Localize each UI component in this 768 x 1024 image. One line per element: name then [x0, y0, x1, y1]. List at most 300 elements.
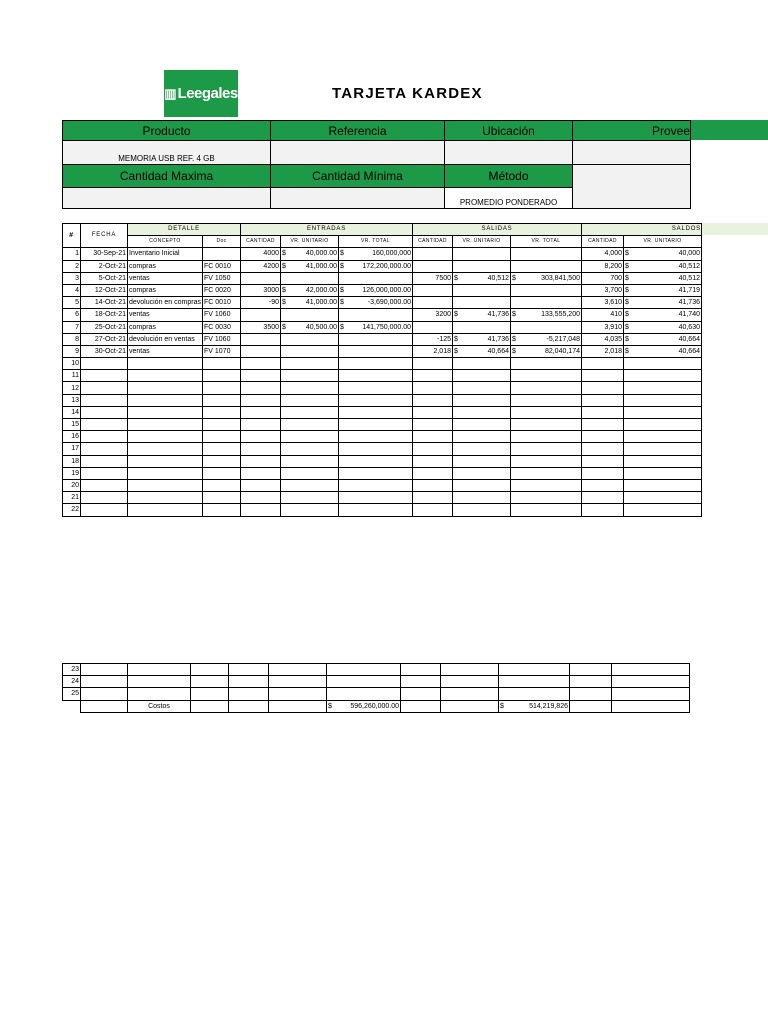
empty-cell[interactable]: [401, 676, 441, 688]
row-number[interactable]: 11: [63, 370, 81, 382]
empty-cell[interactable]: [269, 676, 327, 688]
saldos-vr-unitario-cell[interactable]: [624, 284, 702, 296]
row-number[interactable]: 17: [63, 443, 81, 455]
saldos-vr-unitario-cell[interactable]: [624, 309, 702, 321]
empty-cell[interactable]: [570, 664, 612, 676]
row-number[interactable]: 6: [63, 309, 81, 321]
empty-cell[interactable]: [241, 492, 281, 504]
empty-cell[interactable]: [612, 688, 690, 700]
empty-cell[interactable]: [582, 479, 624, 491]
empty-cell[interactable]: [203, 455, 241, 467]
entradas-vr-total-cell[interactable]: [339, 309, 413, 321]
empty-cell[interactable]: [241, 431, 281, 443]
saldos-cantidad-cell[interactable]: 700: [582, 272, 624, 284]
empty-cell[interactable]: [269, 664, 327, 676]
empty-cell[interactable]: [499, 664, 570, 676]
row-number[interactable]: 4: [63, 284, 81, 296]
empty-cell[interactable]: [401, 688, 441, 700]
empty-cell[interactable]: [624, 382, 702, 394]
entradas-vr-unitario-cell[interactable]: [281, 260, 339, 272]
empty-cell[interactable]: [81, 358, 128, 370]
row-number[interactable]: 1: [63, 248, 81, 260]
empty-cell[interactable]: [191, 688, 229, 700]
empty-cell[interactable]: [453, 370, 511, 382]
salidas-cantidad-cell[interactable]: 2,018: [413, 345, 453, 357]
empty-cell[interactable]: [203, 479, 241, 491]
empty-cell[interactable]: [241, 406, 281, 418]
entradas-vr-unitario-cell[interactable]: [281, 272, 339, 284]
blank-cell[interactable]: [401, 700, 441, 712]
empty-cell[interactable]: [203, 419, 241, 431]
empty-cell[interactable]: [128, 688, 191, 700]
empty-cell[interactable]: [624, 419, 702, 431]
entradas-vr-unitario-cell[interactable]: [281, 321, 339, 333]
salidas-vr-total-cell[interactable]: [511, 260, 582, 272]
row-number[interactable]: 10: [63, 358, 81, 370]
empty-cell[interactable]: [413, 443, 453, 455]
empty-cell[interactable]: [453, 406, 511, 418]
salidas-cantidad-cell[interactable]: -125: [413, 333, 453, 345]
fecha-cell[interactable]: 2-Oct-21: [81, 260, 128, 272]
empty-cell[interactable]: [281, 455, 339, 467]
fecha-cell[interactable]: 14-Oct-21: [81, 297, 128, 309]
metodo-value[interactable]: PROMEDIO PONDERADO: [445, 188, 573, 209]
entradas-vr-unitario-cell[interactable]: [281, 248, 339, 260]
salidas-cantidad-cell[interactable]: [413, 297, 453, 309]
concepto-cell[interactable]: Inventario Inicial: [128, 248, 203, 260]
entradas-cantidad-cell[interactable]: [241, 333, 281, 345]
empty-cell[interactable]: [128, 382, 203, 394]
empty-cell[interactable]: [582, 406, 624, 418]
empty-cell[interactable]: [582, 467, 624, 479]
empty-cell[interactable]: [128, 676, 191, 688]
empty-cell[interactable]: [81, 394, 128, 406]
empty-cell[interactable]: [281, 443, 339, 455]
empty-cell[interactable]: [128, 406, 203, 418]
empty-cell[interactable]: [128, 467, 203, 479]
salidas-vr-unitario-cell[interactable]: [453, 248, 511, 260]
entradas-vr-total-cell[interactable]: [339, 260, 413, 272]
concepto-cell[interactable]: devolución en compras: [128, 297, 203, 309]
empty-cell[interactable]: [128, 664, 191, 676]
empty-cell[interactable]: [81, 419, 128, 431]
empty-cell[interactable]: [582, 455, 624, 467]
row-number[interactable]: 12: [63, 382, 81, 394]
entradas-cantidad-cell[interactable]: 3500: [241, 321, 281, 333]
empty-cell[interactable]: [582, 443, 624, 455]
empty-cell[interactable]: [241, 467, 281, 479]
cantidad-minima-value[interactable]: [271, 188, 445, 209]
concepto-cell[interactable]: ventas: [128, 345, 203, 357]
saldos-vr-unitario-cell[interactable]: [624, 260, 702, 272]
salidas-cantidad-cell[interactable]: [413, 248, 453, 260]
empty-cell[interactable]: [511, 370, 582, 382]
empty-cell[interactable]: [281, 370, 339, 382]
saldos-cantidad-cell[interactable]: 4,000: [582, 248, 624, 260]
empty-cell[interactable]: [203, 358, 241, 370]
salidas-vr-total-cell[interactable]: [511, 297, 582, 309]
empty-cell[interactable]: [81, 492, 128, 504]
empty-cell[interactable]: [413, 504, 453, 516]
empty-cell[interactable]: [81, 443, 128, 455]
empty-cell[interactable]: [570, 676, 612, 688]
empty-cell[interactable]: [499, 688, 570, 700]
empty-cell[interactable]: [511, 479, 582, 491]
salidas-vr-unitario-cell[interactable]: [453, 260, 511, 272]
empty-cell[interactable]: [327, 688, 401, 700]
empty-cell[interactable]: [339, 406, 413, 418]
salidas-cantidad-cell[interactable]: [413, 321, 453, 333]
blank-cell[interactable]: [229, 700, 269, 712]
empty-cell[interactable]: [413, 406, 453, 418]
empty-cell[interactable]: [339, 419, 413, 431]
empty-cell[interactable]: [612, 676, 690, 688]
empty-cell[interactable]: [453, 443, 511, 455]
empty-cell[interactable]: [281, 358, 339, 370]
doc-cell[interactable]: FC 0030: [203, 321, 241, 333]
referencia-value[interactable]: [271, 141, 445, 165]
empty-cell[interactable]: [511, 455, 582, 467]
empty-cell[interactable]: [339, 467, 413, 479]
row-number[interactable]: 21: [63, 492, 81, 504]
empty-cell[interactable]: [81, 479, 128, 491]
entradas-vr-unitario-cell[interactable]: [281, 345, 339, 357]
row-number[interactable]: 5: [63, 297, 81, 309]
empty-cell[interactable]: [241, 382, 281, 394]
entradas-vr-total-cell[interactable]: [339, 321, 413, 333]
empty-cell[interactable]: [269, 688, 327, 700]
empty-cell[interactable]: [511, 358, 582, 370]
salidas-vr-unitario-cell[interactable]: [453, 284, 511, 296]
saldos-vr-unitario-cell[interactable]: [624, 272, 702, 284]
empty-cell[interactable]: [339, 431, 413, 443]
row-number[interactable]: 16: [63, 431, 81, 443]
row-number[interactable]: 2: [63, 260, 81, 272]
salidas-vr-total-cell[interactable]: [511, 333, 582, 345]
concepto-cell[interactable]: compras: [128, 260, 203, 272]
blank-cell[interactable]: [570, 700, 612, 712]
empty-cell[interactable]: [203, 443, 241, 455]
empty-cell[interactable]: [453, 504, 511, 516]
entradas-vr-total-cell[interactable]: [339, 333, 413, 345]
empty-cell[interactable]: [624, 443, 702, 455]
empty-cell[interactable]: [413, 431, 453, 443]
empty-cell[interactable]: [624, 394, 702, 406]
fecha-cell[interactable]: 30-Sep-21: [81, 248, 128, 260]
empty-cell[interactable]: [281, 419, 339, 431]
blank-cell[interactable]: [191, 700, 229, 712]
empty-cell[interactable]: [453, 419, 511, 431]
salidas-vr-unitario-cell[interactable]: [453, 345, 511, 357]
row-number[interactable]: 20: [63, 479, 81, 491]
empty-cell[interactable]: [413, 492, 453, 504]
doc-cell[interactable]: FV 1060: [203, 333, 241, 345]
empty-cell[interactable]: [453, 382, 511, 394]
empty-cell[interactable]: [241, 443, 281, 455]
salidas-cantidad-cell[interactable]: [413, 260, 453, 272]
empty-cell[interactable]: [339, 382, 413, 394]
empty-cell[interactable]: [81, 382, 128, 394]
empty-cell[interactable]: [203, 394, 241, 406]
empty-cell[interactable]: [128, 358, 203, 370]
empty-cell[interactable]: [229, 688, 269, 700]
empty-cell[interactable]: [413, 455, 453, 467]
empty-cell[interactable]: [624, 504, 702, 516]
empty-cell[interactable]: [327, 664, 401, 676]
empty-cell[interactable]: [229, 676, 269, 688]
doc-cell[interactable]: FC 0010: [203, 297, 241, 309]
fecha-cell[interactable]: 12-Oct-21: [81, 284, 128, 296]
fecha-cell[interactable]: 25-Oct-21: [81, 321, 128, 333]
fecha-cell[interactable]: 27-Oct-21: [81, 333, 128, 345]
empty-cell[interactable]: [453, 431, 511, 443]
row-number[interactable]: 18: [63, 455, 81, 467]
fecha-cell[interactable]: 18-Oct-21: [81, 309, 128, 321]
total-entradas[interactable]: [327, 700, 401, 712]
doc-cell[interactable]: [203, 248, 241, 260]
empty-cell[interactable]: [511, 406, 582, 418]
empty-cell[interactable]: [624, 370, 702, 382]
empty-cell[interactable]: [339, 455, 413, 467]
saldos-vr-unitario-cell[interactable]: [624, 321, 702, 333]
concepto-cell[interactable]: ventas: [128, 309, 203, 321]
empty-cell[interactable]: [511, 443, 582, 455]
cantidad-maxima-value[interactable]: [63, 188, 271, 209]
entradas-vr-total-cell[interactable]: [339, 248, 413, 260]
saldos-vr-unitario-cell[interactable]: [624, 297, 702, 309]
empty-cell[interactable]: [128, 419, 203, 431]
empty-cell[interactable]: [582, 370, 624, 382]
empty-cell[interactable]: [81, 467, 128, 479]
empty-cell[interactable]: [327, 676, 401, 688]
row-number[interactable]: 9: [63, 345, 81, 357]
empty-cell[interactable]: [582, 419, 624, 431]
row-number[interactable]: 3: [63, 272, 81, 284]
entradas-cantidad-cell[interactable]: 4200: [241, 260, 281, 272]
empty-cell[interactable]: [624, 406, 702, 418]
salidas-vr-total-cell[interactable]: [511, 284, 582, 296]
entradas-cantidad-cell[interactable]: 4000: [241, 248, 281, 260]
total-salidas[interactable]: [499, 700, 570, 712]
fecha-cell[interactable]: 5-Oct-21: [81, 272, 128, 284]
empty-cell[interactable]: [281, 504, 339, 516]
salidas-vr-total-cell[interactable]: [511, 321, 582, 333]
row-number[interactable]: 19: [63, 467, 81, 479]
empty-cell[interactable]: [453, 492, 511, 504]
empty-cell[interactable]: [612, 664, 690, 676]
row-number[interactable]: 24: [63, 676, 81, 688]
entradas-vr-unitario-cell[interactable]: [281, 333, 339, 345]
blank-cell[interactable]: [269, 700, 327, 712]
empty-cell[interactable]: [229, 664, 269, 676]
entradas-cantidad-cell[interactable]: -90: [241, 297, 281, 309]
empty-cell[interactable]: [128, 479, 203, 491]
empty-cell[interactable]: [81, 664, 128, 676]
entradas-vr-total-cell[interactable]: [339, 272, 413, 284]
entradas-cantidad-cell[interactable]: [241, 309, 281, 321]
saldos-cantidad-cell[interactable]: 3,610: [582, 297, 624, 309]
saldos-vr-unitario-cell[interactable]: [624, 248, 702, 260]
entradas-cantidad-cell[interactable]: [241, 272, 281, 284]
empty-cell[interactable]: [128, 455, 203, 467]
empty-cell[interactable]: [339, 370, 413, 382]
saldos-cantidad-cell[interactable]: 410: [582, 309, 624, 321]
empty-cell[interactable]: [203, 406, 241, 418]
entradas-vr-unitario-cell[interactable]: [281, 297, 339, 309]
empty-cell[interactable]: [511, 382, 582, 394]
doc-cell[interactable]: FV 1070: [203, 345, 241, 357]
empty-cell[interactable]: [624, 467, 702, 479]
empty-cell[interactable]: [582, 431, 624, 443]
empty-cell[interactable]: [203, 370, 241, 382]
empty-cell[interactable]: [241, 358, 281, 370]
empty-cell[interactable]: [511, 467, 582, 479]
row-number[interactable]: 15: [63, 419, 81, 431]
empty-cell[interactable]: [81, 406, 128, 418]
empty-cell[interactable]: [203, 467, 241, 479]
empty-cell[interactable]: [128, 394, 203, 406]
empty-cell[interactable]: [203, 382, 241, 394]
empty-cell[interactable]: [81, 504, 128, 516]
producto-value[interactable]: MEMORIA USB REF. 4 GB: [63, 141, 271, 165]
empty-cell[interactable]: [413, 394, 453, 406]
concepto-cell[interactable]: compras: [128, 321, 203, 333]
empty-cell[interactable]: [281, 431, 339, 443]
proveedor-value[interactable]: [573, 141, 691, 165]
empty-cell[interactable]: [511, 394, 582, 406]
salidas-vr-unitario-cell[interactable]: [453, 333, 511, 345]
salidas-vr-total-cell[interactable]: [511, 248, 582, 260]
saldos-cantidad-cell[interactable]: 2,018: [582, 345, 624, 357]
saldos-cantidad-cell[interactable]: 3,910: [582, 321, 624, 333]
empty-cell[interactable]: [241, 504, 281, 516]
empty-cell[interactable]: [413, 467, 453, 479]
empty-cell[interactable]: [128, 492, 203, 504]
doc-cell[interactable]: FC 0010: [203, 260, 241, 272]
empty-cell[interactable]: [339, 443, 413, 455]
salidas-vr-total-cell[interactable]: [511, 309, 582, 321]
empty-cell[interactable]: [191, 664, 229, 676]
empty-cell[interactable]: [128, 370, 203, 382]
empty-cell[interactable]: [241, 370, 281, 382]
concepto-cell[interactable]: compras: [128, 284, 203, 296]
salidas-vr-total-cell[interactable]: [511, 272, 582, 284]
salidas-vr-unitario-cell[interactable]: [453, 309, 511, 321]
empty-cell[interactable]: [281, 382, 339, 394]
doc-cell[interactable]: FC 0020: [203, 284, 241, 296]
empty-cell[interactable]: [203, 504, 241, 516]
row-number[interactable]: 23: [63, 664, 81, 676]
blank-cell[interactable]: [81, 700, 128, 712]
entradas-cantidad-cell[interactable]: [241, 345, 281, 357]
empty-cell[interactable]: [339, 358, 413, 370]
saldos-cantidad-cell[interactable]: 4,035: [582, 333, 624, 345]
empty-cell[interactable]: [281, 394, 339, 406]
empty-cell[interactable]: [453, 455, 511, 467]
entradas-vr-total-cell[interactable]: [339, 297, 413, 309]
empty-cell[interactable]: [281, 479, 339, 491]
doc-cell[interactable]: FV 1060: [203, 309, 241, 321]
row-number[interactable]: 7: [63, 321, 81, 333]
empty-cell[interactable]: [81, 431, 128, 443]
saldos-cantidad-cell[interactable]: 8,200: [582, 260, 624, 272]
blank-cell[interactable]: [612, 700, 690, 712]
empty-cell[interactable]: [453, 467, 511, 479]
salidas-cantidad-cell[interactable]: 7500: [413, 272, 453, 284]
saldos-cantidad-cell[interactable]: 3,700: [582, 284, 624, 296]
empty-cell[interactable]: [81, 676, 128, 688]
empty-cell[interactable]: [281, 492, 339, 504]
empty-cell[interactable]: [582, 504, 624, 516]
empty-cell[interactable]: [413, 370, 453, 382]
salidas-vr-unitario-cell[interactable]: [453, 297, 511, 309]
blank-cell[interactable]: [441, 700, 499, 712]
empty-cell[interactable]: [413, 419, 453, 431]
concepto-cell[interactable]: devolución en ventas: [128, 333, 203, 345]
concepto-cell[interactable]: ventas: [128, 272, 203, 284]
empty-cell[interactable]: [441, 664, 499, 676]
empty-cell[interactable]: [241, 455, 281, 467]
empty-cell[interactable]: [401, 664, 441, 676]
empty-cell[interactable]: [624, 358, 702, 370]
empty-cell[interactable]: [413, 358, 453, 370]
empty-cell[interactable]: [624, 455, 702, 467]
empty-cell[interactable]: [582, 394, 624, 406]
empty-cell[interactable]: [511, 419, 582, 431]
empty-cell[interactable]: [241, 394, 281, 406]
empty-cell[interactable]: [128, 431, 203, 443]
empty-cell[interactable]: [241, 419, 281, 431]
entradas-vr-total-cell[interactable]: [339, 284, 413, 296]
empty-cell[interactable]: [241, 479, 281, 491]
empty-cell[interactable]: [582, 358, 624, 370]
empty-cell[interactable]: [624, 492, 702, 504]
empty-cell[interactable]: [624, 431, 702, 443]
row-number[interactable]: 25: [63, 688, 81, 700]
entradas-vr-total-cell[interactable]: [339, 345, 413, 357]
empty-cell[interactable]: [624, 479, 702, 491]
salidas-cantidad-cell[interactable]: [413, 284, 453, 296]
empty-cell[interactable]: [339, 394, 413, 406]
empty-cell[interactable]: [339, 492, 413, 504]
empty-cell[interactable]: [570, 688, 612, 700]
saldos-vr-unitario-cell[interactable]: [624, 345, 702, 357]
empty-cell[interactable]: [203, 431, 241, 443]
doc-cell[interactable]: FV 1050: [203, 272, 241, 284]
empty-cell[interactable]: [281, 467, 339, 479]
empty-cell[interactable]: [81, 688, 128, 700]
costos-label[interactable]: Costos: [128, 700, 191, 712]
empty-cell[interactable]: [582, 382, 624, 394]
blank-cell[interactable]: [63, 700, 81, 712]
empty-cell[interactable]: [281, 406, 339, 418]
empty-cell[interactable]: [441, 688, 499, 700]
empty-cell[interactable]: [582, 492, 624, 504]
empty-cell[interactable]: [453, 358, 511, 370]
row-number[interactable]: 22: [63, 504, 81, 516]
empty-cell[interactable]: [339, 504, 413, 516]
empty-cell[interactable]: [453, 394, 511, 406]
empty-cell[interactable]: [441, 676, 499, 688]
salidas-vr-unitario-cell[interactable]: [453, 272, 511, 284]
row-number[interactable]: 14: [63, 406, 81, 418]
empty-cell[interactable]: [511, 504, 582, 516]
empty-cell[interactable]: [191, 676, 229, 688]
fecha-cell[interactable]: 30-Oct-21: [81, 345, 128, 357]
entradas-vr-unitario-cell[interactable]: [281, 284, 339, 296]
empty-cell[interactable]: [511, 431, 582, 443]
saldos-vr-unitario-cell[interactable]: [624, 333, 702, 345]
